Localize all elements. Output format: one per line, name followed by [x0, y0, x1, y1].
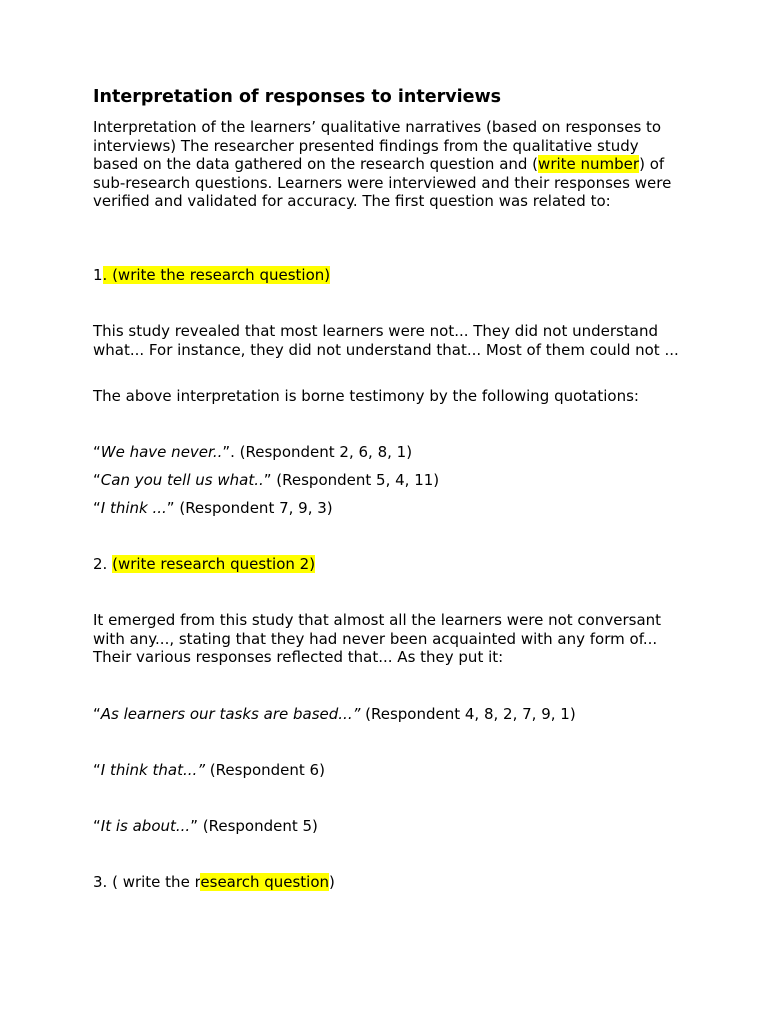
quote-attribution: ”. (Respondent 2, 6, 8, 1): [222, 443, 413, 461]
rq1-highlight: . (write the research question): [102, 266, 331, 284]
quote-attribution: ” (Respondent 5): [190, 817, 318, 835]
rq2-number: 2.: [93, 555, 113, 573]
quote-open-mark: “: [93, 499, 101, 517]
quote-text: I think ...: [100, 499, 167, 517]
testimony-intro: The above interpretation is borne testimony by the following quotations:: [93, 387, 639, 405]
finding-1-paragraph: This study revealed that most learners were not... They did not understand what... For instance, they did not understand that... Most of them could not ...: [93, 322, 679, 359]
intro-text-part2: ) of sub-research questions. Learners were interviewed and their responses were verified and validated for accuracy. The first question was related to:: [93, 155, 672, 210]
quote-2-1: [93, 705, 683, 724]
quote-open-mark: “: [93, 705, 101, 723]
quote-text: As learners our tasks are based...”: [100, 705, 361, 723]
quote-1-3: [93, 499, 683, 518]
quote-attribution: ” (Respondent 5, 4, 11): [263, 471, 440, 489]
finding-2-paragraph: It emerged from this study that almost all the learners were not conversant with any..., stating that they had never been acquainted with any form of... Their various responses reflected that... As they put it:: [93, 611, 662, 666]
research-question-1: [93, 266, 683, 285]
intro-text-part1: Interpretation of the learners’ qualitative narratives (based on responses to interviews) The researcher presented findings from the qualitative study based on the data gathered on the research question and (: [93, 118, 662, 173]
research-question-2: [93, 555, 683, 574]
quote-attribution: (Respondent 4, 8, 2, 7, 9, 1): [360, 705, 576, 723]
quote-text: I think that...”: [100, 761, 206, 779]
quote-attribution: (Respondent 6): [205, 761, 325, 779]
page-title: Interpretation of responses to interviews: [93, 87, 502, 107]
quote-open-mark: “: [93, 471, 101, 489]
quote-text: We have never..: [100, 443, 223, 461]
rq1-number: 1: [93, 266, 103, 284]
rq3-prefix: 3. ( write the r: [93, 873, 201, 891]
intro-highlight: write number: [538, 155, 640, 173]
quote-open-mark: “: [93, 761, 101, 779]
research-question-3: [93, 873, 683, 892]
rq2-highlight: (write research question 2): [112, 555, 316, 573]
quote-2-3: [93, 817, 683, 836]
quote-open-mark: “: [93, 817, 101, 835]
quote-1-2: [93, 471, 683, 490]
rq3-highlight: esearch question: [200, 873, 330, 891]
quote-text: It is about...: [100, 817, 191, 835]
quote-open-mark: “: [93, 443, 101, 461]
quote-attribution: ” (Respondent 7, 9, 3): [166, 499, 333, 517]
intro-paragraph: [93, 118, 683, 211]
quote-1-1: [93, 443, 683, 462]
quote-2-2: [93, 761, 683, 780]
quote-text: Can you tell us what..: [100, 471, 264, 489]
rq3-suffix: ): [329, 873, 335, 891]
